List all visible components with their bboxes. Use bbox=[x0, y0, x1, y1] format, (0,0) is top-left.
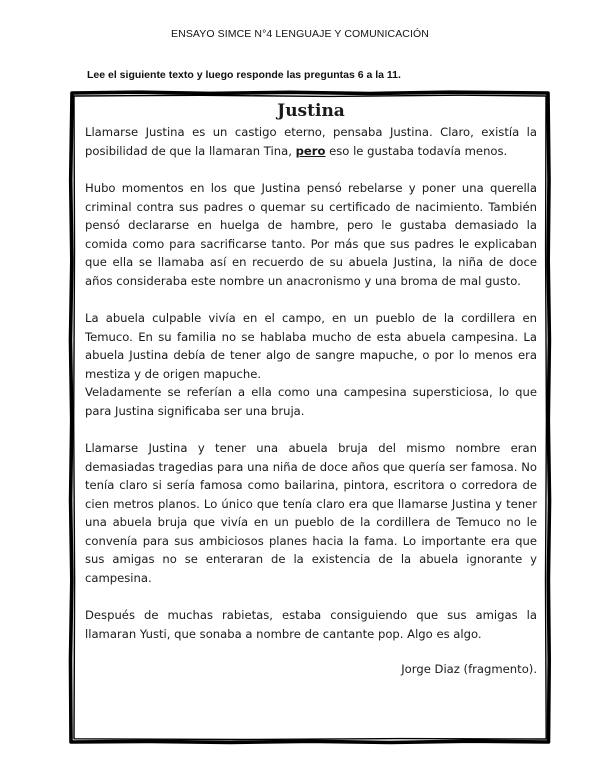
story-body bbox=[85, 100, 537, 679]
paragraph-4: Llamarse Justina y tener una abuela bruja del mismo nombre eran demasiadas tragedias para una niña de doce años que quería ser famosa. No tenía claro si sería famosa como bailarina, pintora, escritora o corredora de cien metros planos. Lo único que tenía claro era que llamarse Justina y tener una abuela bruja que vivía en un pueblo de la cordillera de Temuco no le convenía para sus ambiciosos planes hacia la fama. Lo importante era que sus amigas no se enteraran de la existencia de la abuela ignorante y campesina. bbox=[85, 441, 537, 585]
story-title: Justina bbox=[277, 101, 345, 121]
paragraph-1 bbox=[85, 123, 537, 160]
paragraph-3-part-a: La abuela culpable vivía en el campo, en un pueblo de la cordillera en Temuco. En su familia no se hablaba mucho de esta abuela campesina. La abuela Justina debía de tener algo de sangre mapuche, o por lo menos era mestiza y de origen mapuche. bbox=[85, 311, 537, 381]
page-header: ENSAYO SIMCE N°4 LENGUAJE Y COMUNICACIÓN bbox=[171, 28, 429, 40]
paragraph-2: Hubo momentos en los que Justina pensó rebelarse y poner una querella criminal contra sus padres o quemar su certificado de nacimiento. También pensó declararse en huelga de hambre, pero le gustaba demasiado la comida como para sacrificarse tanto. Por más que sus padres le explicaban que ella se llamaba así en recuerdo de su abuela Justina, la niña de doce años consideraba este nombre un anacronismo y una broma de mal gusto. bbox=[85, 181, 537, 288]
paragraph-3-part-b: Veladamente se referían a ella como una campesina supersticiosa, lo que para Justina significaba ser una bruja. bbox=[85, 385, 537, 418]
paragraph-3 bbox=[85, 309, 537, 420]
paragraph-1-text-a: Llamarse Justina es un castigo eterno, pensaba Justina. Claro, existía la posibilidad de que la llamaran Tina, bbox=[85, 125, 537, 158]
author-credit: Jorge Diaz (fragmento). bbox=[401, 662, 537, 676]
paragraph-1-text-b: eso le gustaba todavía menos. bbox=[325, 143, 508, 158]
emphasized-word: pero bbox=[295, 143, 326, 158]
instruction-text: Lee el siguiente texto y luego responde las preguntas 6 a la 11. bbox=[87, 69, 401, 81]
paragraph-5: Después de muchas rabietas, estaba consiguiendo que sus amigas la llamaran Yusti, que sonaba a nombre de cantante pop. Algo es algo. bbox=[85, 608, 537, 641]
